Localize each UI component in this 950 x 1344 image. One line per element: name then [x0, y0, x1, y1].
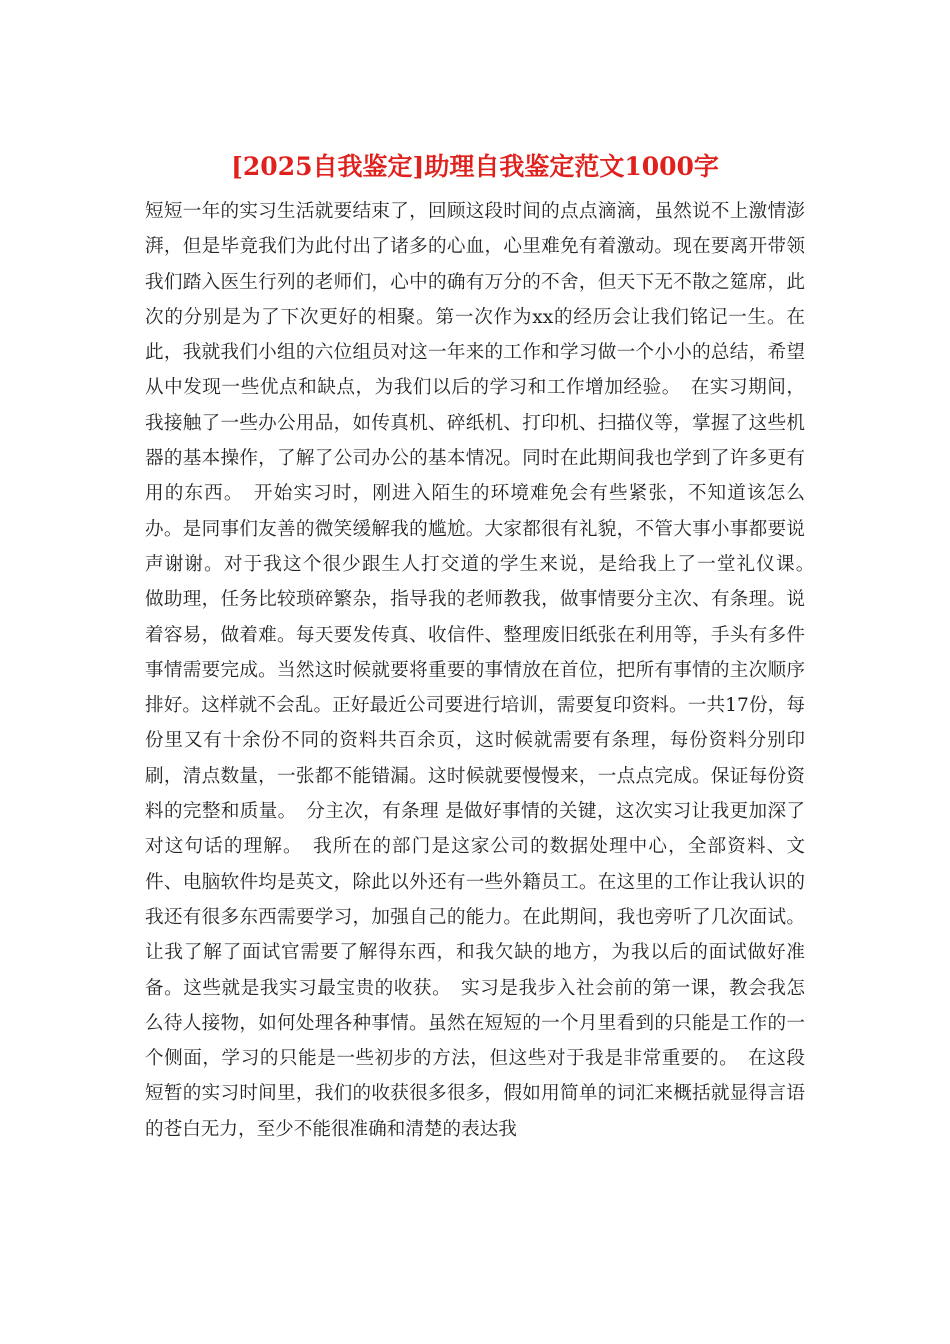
document-title: [2025自我鉴定]助理自我鉴定范文1000字	[231, 152, 719, 181]
document-body-text: 短短一年的实习生活就要结束了，回顾这段时间的点点滴滴，虽然说不上激情澎湃，但是毕竟我们为此付出了诸多的心血，心里难免有着激动。现在要离开带领我们踏入医生行列的老师们，心中的确有万分的不舍，但天下无不散之筵席，此次的分别是为了下次更好的相聚。第一次作为xx的经历会让我们铭记一生。在此，我就我们小组的六位组员对这一年来的工作和学习做一个小小的总结，希望从中发现一些优点和缺点，为我们以后的学习和工作增加经验。 在实习期间，我接触了一些办公用品，如传真机、碎纸机、打印机、扫描仪等，掌握了这些机器的基本操作，了解了公司办公的基本情况。同时在此期间我也学到了许多更有用的东西。 开始实习时，刚进入陌生的环境难免会有些紧张，不知道该怎么办。是同事们友善的微笑缓解我的尴尬。大家都很有礼貌，不管大事小事都要说声谢谢。对于我这个很少跟生人打交道的学生来说，是给我上了一堂礼仪课。 做助理，任务比较琐碎繁杂，指导我的老师教我，做事情要分主次、有条理。说着容易，做着难。每天要发传真、收信件、整理废旧纸张在利用等，手头有多件事情需要完成。当然这时候就要将重要的事情放在首位，把所有事情的主次顺序排好。这样就不会乱。正好最近公司要进行培训，需要复印资料。一共17份，每份里又有十余份不同的资料共百余页，这时候就需要有条理，每份资料分别印刷，清点数量，一张都不能错漏。这时候就要慢慢来，一点点完成。保证每份资料的完整和质量。 分主次，有条理 是做好事情的关键，这次实习让我更加深了对这句话的理解。 我所在的部门是这家公司的数据处理中心，全部资料、文件、电脑软件均是英文，除此以外还有一些外籍员工。在这里的工作让我认识的我还有很多东西需要学习，加强自己的能力。在此期间，我也旁听了几次面试。让我了解了面试官需要了解得东西，和我欠缺的地方，为我以后的面试做好准备。这些就是我实习最宝贵的收获。 实习是我步入社会前的第一课，教会我怎么待人接物，如何处理各种事情。虽然在短短的一个月里看到的只能是工作的一个侧面，学习的只能是一些初步的方法，但这些对于我是非常重要的。 在这段短暂的实习时间里，我们的收获很多很多，假如用简单的词汇来概括就显得言语的苍白无力，至少不能很准确和清楚的表达我	[145, 201, 824, 1140]
